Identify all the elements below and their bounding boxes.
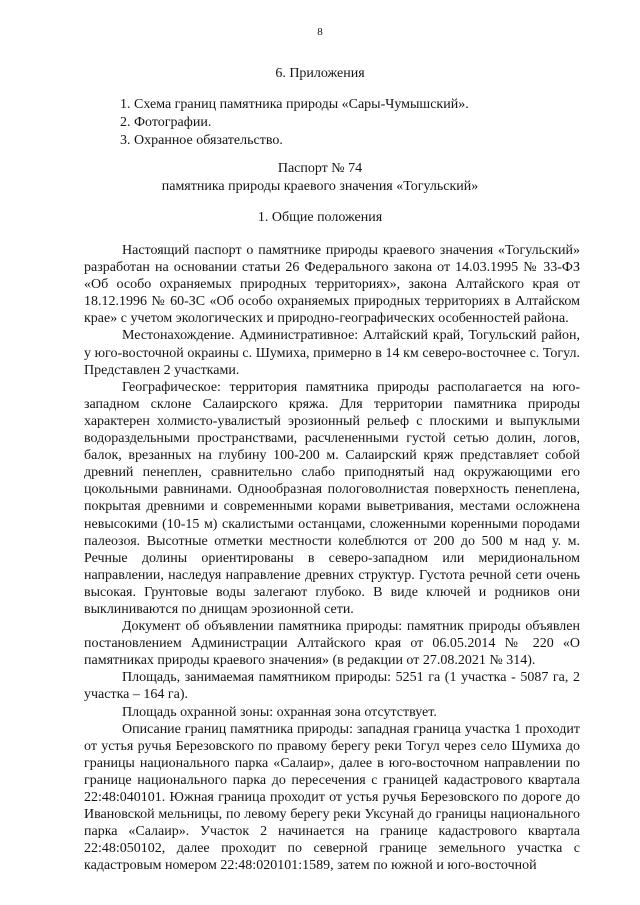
section-heading: 1. Общие положения: [257, 210, 383, 225]
passport-subtitle: памятника природы краевого значения «Тогульский»: [161, 179, 479, 194]
appendices-list: [120, 96, 469, 150]
paragraph: Географическое: территория памятника природы располагается на юго-западном склоне Салаирского кряжа. Для территории памятника природы характерен холмисто-увалистый эрозионный рельеф с плоскими и выпуклыми водораздельными пространствами, расчлененными густой сетью долин, логов, балок, врезанных на глубину 100-200 м. Салаирский кряж представляет собой древний пенеплен, сравнительно слабо приподнятый над окружающими его цокольными равнинами. Однообразная пологоволнистая поверхность пенеплена, покрытая древними и современными корами выветривания, местами осложнена невысокими (10-15 м) скалистыми останцами, сложенными коренными породами палеозоя. Высотные отметки местности колеблются от 200 до 500 м над у. м. Речные долины ориентированы в северо-западном или меридиональном направлении, наследуя направление древних структур. Густота речной сети очень высокая. Грунтовые воды залегают глубоко. В виде ключей и родников они выклиниваются по днищам эрозионной сети.: [84, 379, 580, 617]
paragraph: Описание границ памятника природы: западная граница участка 1 проходит от устья ручья Березовского по правому берегу реки Тогул через село Шумиха до границы национального парка «Салаир», далее в юго-восточном направлении по границе национального парка до пересечения с границей кадастрового квартала 22:48:040101. Южная граница проходит от устья ручья Березовского по дороге до Ивановской мельницы, по левому берегу реки Уксунай до границы национального парка «Салаир». Участок 2 начинается на границе кадастрового квартала 22:48:050102, далее проходит по северной границе земельного участка с кадастровым номером 22:48:020101:1589, затем по южной и юго-восточной: [84, 721, 580, 874]
paragraph: Местонахождение. Административное: Алтайский край, Тогульский район, у юго-восточной окраины с. Шумиха, примерно в 14 км северо-восточнее с. Тогул. Представлен 2 участками.: [84, 328, 580, 378]
paragraph: Площадь, занимаемая памятником природы: 5251 га (1 участка - 5087 га, 2 участка – 164 га).: [84, 670, 580, 703]
paragraph: Настоящий паспорт о памятнике природы краевого значения «Тогульский» разработан на основании статьи 26 Федерального закона от 14.03.1995 № 33-ФЗ «Об особо охраняемых природных территориях», закона Алтайского края от 18.12.1996 № 60-ЗС «Об особо охраняемых природных территориях в Алтайском крае» с учетом экологических и природно-географических особенностей района.: [84, 243, 580, 327]
section-body: [84, 242, 580, 874]
passport-title: Паспорт № 74: [277, 161, 363, 176]
appendix-item: 3. Охранное обязательство.: [120, 133, 283, 148]
appendix-item: 1. Схема границ памятника природы «Сары-Чумышский».: [120, 97, 469, 112]
paragraph: Документ об объявлении памятника природы: памятник природы объявлен постановлением Администрации Алтайского края от 06.05.2014 № 220 «О памятниках природы краевого значения» (в редакции от 27.08.2021 № 314).: [84, 619, 580, 669]
page-number: 8: [317, 26, 323, 38]
passport-header: [0, 160, 640, 196]
appendices-heading: 6. Приложения: [275, 66, 365, 81]
paragraph: Площадь охранной зоны: охранная зона отсутствует.: [122, 704, 437, 720]
appendix-item: 2. Фотографии.: [120, 115, 212, 130]
